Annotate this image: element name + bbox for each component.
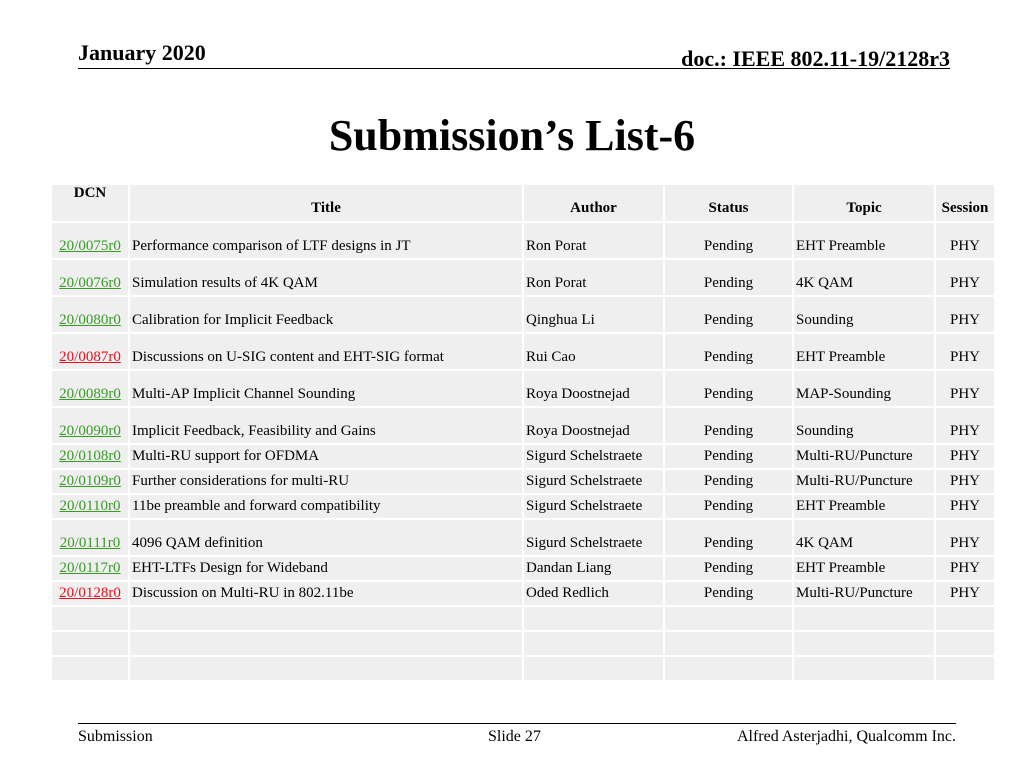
title-cell: Multi-RU support for OFDMA	[130, 445, 522, 468]
empty-cell	[794, 607, 934, 630]
dcn-link[interactable]: 20/0111r0	[59, 535, 121, 551]
empty-row	[52, 632, 994, 655]
author-cell: Ron Porat	[524, 223, 663, 258]
author-cell: Sigurd Schelstraete	[524, 470, 663, 493]
session-cell: PHY	[936, 557, 994, 580]
table-row	[52, 445, 994, 468]
footer-left: Submission	[78, 728, 153, 745]
dcn-cell	[52, 582, 128, 605]
empty-row	[52, 607, 994, 630]
author-cell: Rui Cao	[524, 334, 663, 369]
title-cell: Multi-AP Implicit Channel Sounding	[130, 371, 522, 406]
submissions-table	[50, 183, 996, 682]
author-cell: Sigurd Schelstraete	[524, 495, 663, 518]
table-row	[52, 582, 994, 605]
empty-cell	[936, 632, 994, 655]
status-cell: Pending	[665, 520, 792, 555]
empty-cell	[665, 607, 792, 630]
header-title: Title	[130, 185, 522, 221]
author-cell: Dandan Liang	[524, 557, 663, 580]
dcn-link[interactable]: 20/0117r0	[59, 560, 121, 576]
title-cell: EHT-LTFs Design for Wideband	[130, 557, 522, 580]
empty-cell	[794, 657, 934, 680]
empty-cell	[524, 607, 663, 630]
topic-cell: 4K QAM	[794, 520, 934, 555]
dcn-cell	[52, 495, 128, 518]
dcn-cell	[52, 334, 128, 369]
dcn-cell	[52, 408, 128, 443]
header-doc-id: doc.: IEEE 802.11-19/2128r3	[681, 46, 950, 71]
title-cell: Discussion on Multi-RU in 802.11be	[130, 582, 522, 605]
status-cell: Pending	[665, 371, 792, 406]
session-cell: PHY	[936, 371, 994, 406]
table-row	[52, 408, 994, 443]
dcn-cell	[52, 557, 128, 580]
author-cell: Ron Porat	[524, 260, 663, 295]
session-cell: PHY	[936, 297, 994, 332]
session-cell: PHY	[936, 470, 994, 493]
table-row	[52, 495, 994, 518]
header-divider	[78, 68, 950, 69]
session-cell: PHY	[936, 495, 994, 518]
topic-cell: Sounding	[794, 408, 934, 443]
empty-cell	[665, 657, 792, 680]
topic-cell: EHT Preamble	[794, 223, 934, 258]
topic-cell: MAP-Sounding	[794, 371, 934, 406]
table-row	[52, 223, 994, 258]
header-topic: Topic	[794, 185, 934, 221]
title-cell: Performance comparison of LTF designs in JT	[130, 223, 522, 258]
author-cell: Oded Redlich	[524, 582, 663, 605]
dcn-cell	[52, 260, 128, 295]
session-cell: PHY	[936, 445, 994, 468]
session-cell: PHY	[936, 520, 994, 555]
topic-cell: EHT Preamble	[794, 334, 934, 369]
dcn-link[interactable]: 20/0090r0	[59, 423, 121, 439]
empty-cell	[665, 632, 792, 655]
author-cell: Sigurd Schelstraete	[524, 445, 663, 468]
session-cell: PHY	[936, 582, 994, 605]
empty-cell	[936, 607, 994, 630]
footer-divider	[78, 723, 956, 724]
empty-cell	[524, 657, 663, 680]
table-row	[52, 470, 994, 493]
footer-author: Alfred Asterjadhi, Qualcomm Inc.	[736, 728, 956, 745]
dcn-cell	[52, 223, 128, 258]
author-cell: Roya Doostnejad	[524, 371, 663, 406]
status-cell: Pending	[665, 470, 792, 493]
dcn-cell	[52, 470, 128, 493]
table-header-row	[52, 185, 994, 221]
title-cell: 4096 QAM definition	[130, 520, 522, 555]
empty-cell	[794, 632, 934, 655]
session-cell: PHY	[936, 223, 994, 258]
status-cell: Pending	[665, 334, 792, 369]
dcn-cell	[52, 371, 128, 406]
topic-cell: Sounding	[794, 297, 934, 332]
dcn-cell	[52, 520, 128, 555]
dcn-link[interactable]: 20/0089r0	[59, 386, 121, 402]
dcn-link[interactable]: 20/0075r0	[59, 238, 121, 254]
topic-cell: Multi-RU/Puncture	[794, 445, 934, 468]
header-date: January 2020	[78, 40, 206, 65]
empty-cell	[130, 632, 522, 655]
topic-cell: Multi-RU/Puncture	[794, 470, 934, 493]
empty-cell	[52, 657, 128, 680]
dcn-link[interactable]: 20/0076r0	[59, 275, 121, 291]
author-cell: Sigurd Schelstraete	[524, 520, 663, 555]
dcn-link[interactable]: 20/0110r0	[59, 498, 121, 514]
status-cell: Pending	[665, 408, 792, 443]
status-cell: Pending	[665, 223, 792, 258]
table-row	[52, 297, 994, 332]
dcn-cell	[52, 445, 128, 468]
table-row	[52, 520, 994, 555]
empty-cell	[130, 607, 522, 630]
author-cell: Roya Doostnejad	[524, 408, 663, 443]
header-dcn: DCN	[52, 185, 128, 221]
status-cell: Pending	[665, 260, 792, 295]
dcn-link[interactable]: 20/0128r0	[59, 585, 121, 601]
empty-cell	[524, 632, 663, 655]
title-cell: Simulation results of 4K QAM	[130, 260, 522, 295]
session-cell: PHY	[936, 334, 994, 369]
dcn-link[interactable]: 20/0109r0	[59, 473, 121, 489]
status-cell: Pending	[665, 445, 792, 468]
title-cell: Further considerations for multi-RU	[130, 470, 522, 493]
empty-cell	[936, 657, 994, 680]
topic-cell: Multi-RU/Puncture	[794, 582, 934, 605]
title-cell: 11be preamble and forward compatibility	[130, 495, 522, 518]
footer-slide-number: Slide 27	[488, 728, 541, 745]
dcn-link[interactable]: 20/0087r0	[59, 349, 121, 365]
topic-cell: 4K QAM	[794, 260, 934, 295]
slide-title: Submission’s List-6	[328, 111, 696, 160]
header-session: Session	[936, 185, 994, 221]
status-cell: Pending	[665, 582, 792, 605]
table-row	[52, 334, 994, 369]
session-cell: PHY	[936, 408, 994, 443]
status-cell: Pending	[665, 557, 792, 580]
title-cell: Calibration for Implicit Feedback	[130, 297, 522, 332]
title-cell: Discussions on U-SIG content and EHT-SIG format	[130, 334, 522, 369]
session-cell: PHY	[936, 260, 994, 295]
status-cell: Pending	[665, 495, 792, 518]
dcn-link[interactable]: 20/0080r0	[59, 312, 121, 328]
empty-cell	[52, 632, 128, 655]
empty-row	[52, 657, 994, 680]
author-cell: Qinghua Li	[524, 297, 663, 332]
empty-cell	[130, 657, 522, 680]
table-row	[52, 557, 994, 580]
title-cell: Implicit Feedback, Feasibility and Gains	[130, 408, 522, 443]
dcn-cell	[52, 297, 128, 332]
dcn-link[interactable]: 20/0108r0	[59, 448, 121, 464]
header-author: Author	[524, 185, 663, 221]
topic-cell: EHT Preamble	[794, 557, 934, 580]
header-status: Status	[665, 185, 792, 221]
table-row	[52, 371, 994, 406]
table-row	[52, 260, 994, 295]
empty-cell	[52, 607, 128, 630]
topic-cell: EHT Preamble	[794, 495, 934, 518]
status-cell: Pending	[665, 297, 792, 332]
